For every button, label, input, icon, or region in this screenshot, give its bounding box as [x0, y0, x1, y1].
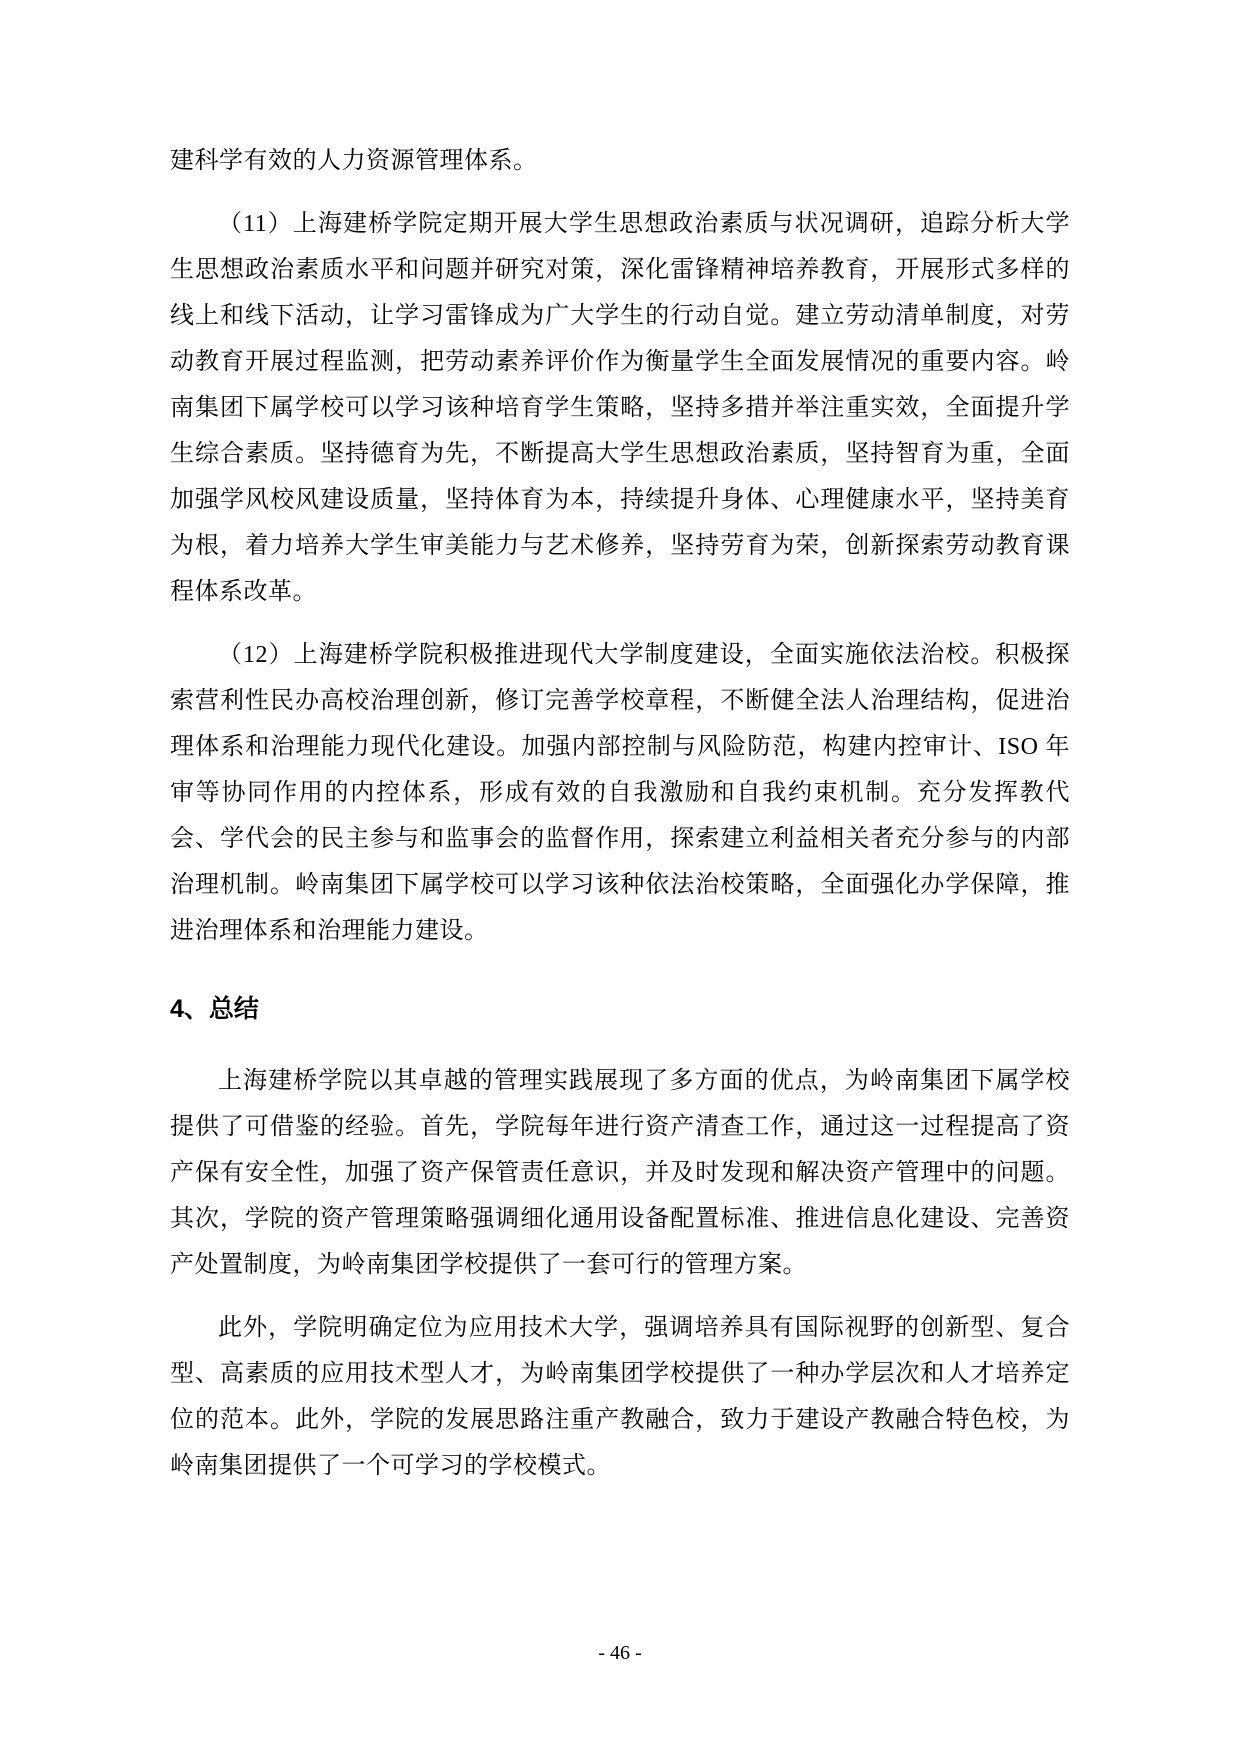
paragraph-summary-2: 此外，学院明确定位为应用技术大学，强调培养具有国际视野的创新型、复合型、高素质的应用技术型人才，为岭南集团学校提供了一种办学层次和人才培养定位的范本。此外，学院的发展思路注重产教融合，致力于建设产教融合特色校，为岭南集团提供了一个可学习的学校模式。 [170, 1315, 1070, 1479]
paragraph-item-11: （11）上海建桥学院定期开展大学生思想政治素质与状况调研，追踪分析大学生思想政治素质水平和问题并研究对策，深化雷锋精神培养教育，开展形式多样的线上和线下活动，让学习雷锋成为广大学生的行动自觉。建立劳动清单制度，对劳动教育开展过程监测，把劳动素养评价作为衡量学生全面发展情况的重要内容。岭南集团下属学校可以学习该种培育学生策略，坚持多措并举注重实效，全面提升学生综合素质。坚持德育为先，不断提高大学生思想政治素质，坚持智育为重，全面加强学风校风建设质量，坚持体育为本，持续提升身体、心理健康水平，坚持美育为根，着力培养大学生审美能力与艺术修养，坚持劳育为荣，创新探索劳动教育课程体系改革。 [170, 211, 1070, 605]
paragraph-summary-1: 上海建桥学院以其卓越的管理实践展现了多方面的优点，为岭南集团下属学校提供了可借鉴的经验。首先，学院每年进行资产清查工作，通过这一过程提高了资产保有安全性，加强了资产保管责任意识，并及时发现和解决资产管理中的问题。其次，学院的资产管理策略强调细化通用设备配置标准、推进信息化建设、完善资产处置制度，为岭南集团学校提供了一套可行的管理方案。 [170, 1068, 1070, 1278]
paragraph-item-12: （12）上海建桥学院积极推进现代大学制度建设，全面实施依法治校。积极探索营利性民办高校治理创新，修订完善学校章程，不断健全法人治理结构，促进治理体系和治理能力现代化建设。加强内部控制与风险防范，构建内控审计、ISO 年审等协同作用的内控体系，形成有效的自我激励和自我约束机制。充分发挥教代会、学代会的民主参与和监事会的监督作用，探索建立利益相关者充分参与的内部治理机制。岭南集团下属学校可以学习该种依法治校策略，全面强化办学保障，推进治理体系和治理能力建设。 [170, 642, 1070, 944]
section-heading-summary: 4、总结 [170, 995, 259, 1023]
page-number: - 46 - [598, 1642, 642, 1664]
paragraph-continuation: 建科学有效的人力资源管理体系。 [170, 148, 538, 174]
